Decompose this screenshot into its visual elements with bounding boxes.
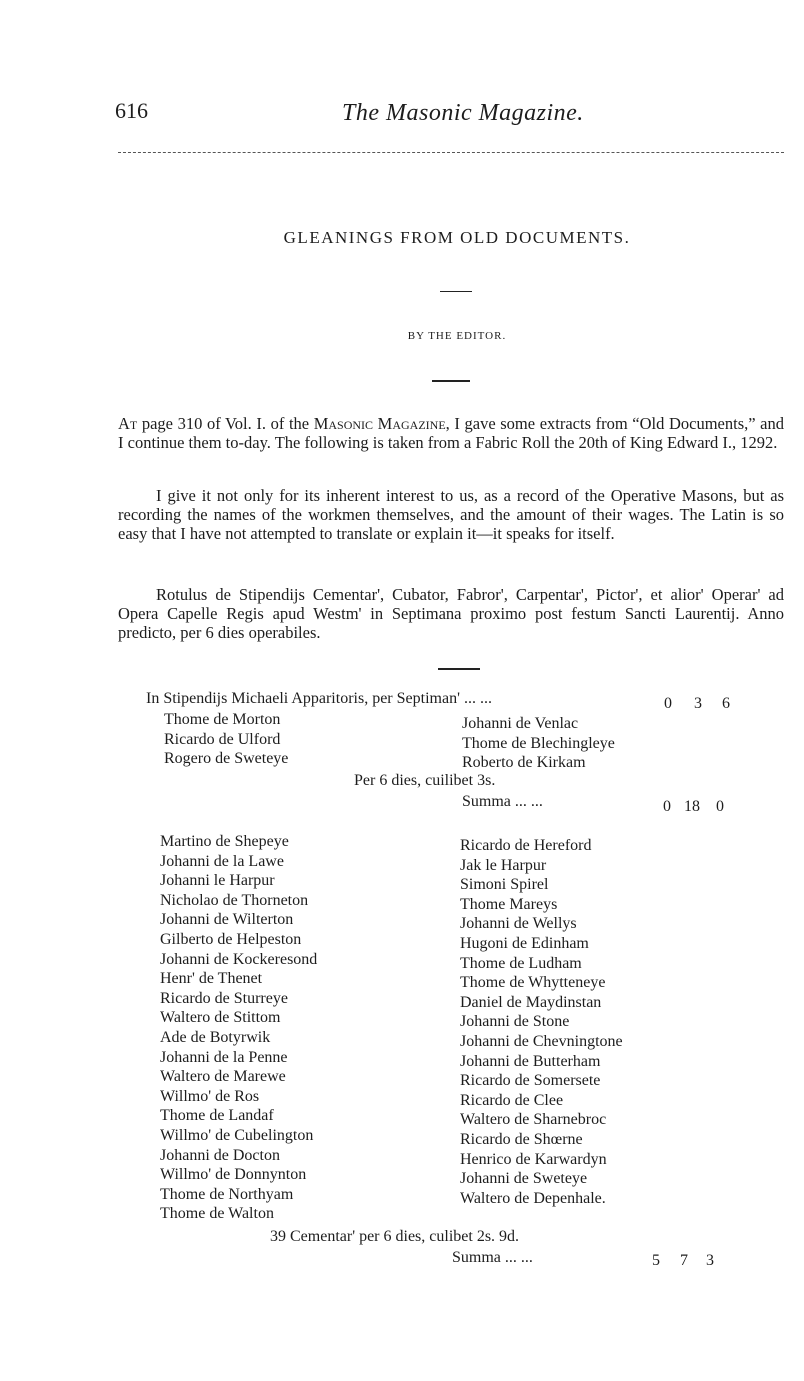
page-number: 616 bbox=[115, 98, 148, 123]
intro-text-1: page 310 of Vol. I. of the bbox=[137, 414, 314, 433]
amount-shillings-1: 3 bbox=[694, 695, 702, 712]
list-item: Johanni de Wellys bbox=[460, 915, 577, 933]
list-item: Johanni de Wilterton bbox=[160, 911, 294, 929]
intro-text-2: , I gave some extracts from “Old Documents,” and I continue them to-day. The following is taken from a Fabric Roll the 20th of King Edward I., 1292. bbox=[118, 414, 784, 452]
list-item: Thome Mareys bbox=[460, 895, 558, 913]
group1-right-names bbox=[462, 714, 615, 773]
group2-summa: Summa ... ... bbox=[452, 1249, 533, 1266]
list-item: Thome de Blechingleye bbox=[462, 734, 615, 752]
amount-shillings-3: 7 bbox=[680, 1252, 688, 1269]
list-item: Johanni de Kockeresond bbox=[160, 950, 318, 968]
amount-pence-1: 6 bbox=[722, 695, 730, 712]
list-item: Hugoni de Edinham bbox=[460, 934, 589, 952]
list-item: Nicholao de Thorneton bbox=[160, 891, 309, 909]
amount-pounds-1: 0 bbox=[664, 695, 672, 712]
magazine-name: Masonic Magazine bbox=[313, 414, 446, 433]
list-item: Johanni le Harpur bbox=[160, 872, 275, 890]
list-item: Ricardo de Sturreye bbox=[160, 989, 288, 1007]
running-title: The Masonic Magazine. bbox=[342, 100, 584, 126]
list-item: Johanni de Venlac bbox=[462, 715, 579, 732]
header-rule bbox=[118, 152, 784, 153]
list-item: Thome de Morton bbox=[164, 711, 281, 728]
list-item: Ricardo de Shœrne bbox=[460, 1130, 583, 1148]
list-item: Thome de Landaf bbox=[160, 1107, 274, 1125]
list-item: Ricardo de Clee bbox=[460, 1091, 564, 1109]
list-item: Roberto de Kirkam bbox=[462, 754, 586, 772]
list-item: Willmo' de Cubelington bbox=[160, 1126, 314, 1144]
group2-left-names bbox=[160, 832, 317, 1224]
group1-summa: Summa ... ... bbox=[462, 793, 543, 810]
list-item: Thome de Walton bbox=[160, 1205, 274, 1223]
article-title: GLEANINGS FROM OLD DOCUMENTS. bbox=[283, 228, 631, 247]
byline: BY THE EDITOR. bbox=[407, 330, 507, 342]
roll-divider bbox=[438, 668, 480, 670]
list-item: Waltero de Stittom bbox=[160, 1009, 281, 1027]
list-item: Martino de Shepeye bbox=[160, 833, 289, 850]
list-item: Johanni de la Penne bbox=[160, 1048, 288, 1066]
roll-line-apparitor: In Stipendijs Michaeli Apparitoris, per Septiman' ... ... bbox=[146, 690, 492, 707]
list-item: Daniel de Maydinstan bbox=[460, 993, 602, 1011]
amount-pounds-2: 0 bbox=[663, 798, 671, 815]
list-item: Willmo' de Ros bbox=[160, 1087, 260, 1105]
list-item: Henr' de Thenet bbox=[160, 970, 263, 988]
list-item: Johanni de la Lawe bbox=[160, 852, 284, 870]
list-item: Waltero de Sharnebroc bbox=[460, 1111, 607, 1129]
list-item: Thome de Northyam bbox=[160, 1185, 294, 1203]
list-item: Jak le Harpur bbox=[460, 856, 547, 874]
list-item: Rogero de Sweteye bbox=[164, 750, 289, 768]
amount-pounds-3: 5 bbox=[652, 1252, 660, 1269]
list-item: Johanni de Sweteye bbox=[460, 1170, 588, 1188]
group1-rate: Per 6 dies, cuilibet 3s. bbox=[354, 772, 496, 789]
group2-rate: 39 Cementar' per 6 dies, culibet 2s. 9d. bbox=[270, 1228, 520, 1245]
drop-lead: At bbox=[118, 414, 138, 433]
amount-pence-3: 3 bbox=[706, 1252, 714, 1269]
list-item: Waltero de Marewe bbox=[160, 1068, 286, 1086]
list-item: Thome de Whytteneye bbox=[460, 974, 606, 992]
paragraph-purpose: I give it not only for its inherent interest to us, as a record of the Operative Masons, but as recording the names of the workmen themselves, and the amount of their wages. The Latin is so easy that I have not attempted to translate or explain it—it speaks for itself. bbox=[118, 486, 784, 543]
list-item: Johanni de Butterham bbox=[460, 1052, 601, 1070]
list-item: Johanni de Chevningtone bbox=[460, 1032, 623, 1050]
list-item: Willmo' de Donnynton bbox=[160, 1166, 307, 1184]
list-item: Henrico de Karwardyn bbox=[460, 1150, 607, 1168]
list-item: Johanni de Stone bbox=[460, 1013, 570, 1031]
amount-pence-2: 0 bbox=[716, 798, 724, 815]
paragraph-intro bbox=[118, 414, 784, 452]
list-item: Simoni Spirel bbox=[460, 876, 549, 894]
list-item: Thome de Ludham bbox=[460, 954, 582, 972]
list-item: Johanni de Docton bbox=[160, 1146, 280, 1164]
list-item: Gilberto de Helpeston bbox=[160, 930, 302, 948]
list-item: Ade de Botyrwik bbox=[160, 1028, 271, 1046]
byline-divider bbox=[432, 380, 470, 382]
group1-left-names bbox=[164, 710, 288, 769]
list-item: Ricardo de Hereford bbox=[460, 837, 592, 854]
amount-shillings-2: 18 bbox=[684, 798, 700, 815]
group2-right-names bbox=[460, 836, 623, 1208]
title-divider bbox=[440, 291, 472, 292]
paragraph-latin-heading: Rotulus de Stipendijs Cementar', Cubator, Fabror', Carpentar', Pictor', et alior' Operar' ad Opera Capelle Regis apud Westm' in Septimana proximo post festum Sancti Laurentij. Anno predicto, per 6 dies operabiles. bbox=[118, 585, 784, 642]
list-item: Ricardo de Ulford bbox=[164, 730, 281, 748]
list-item: Ricardo de Somersete bbox=[460, 1072, 601, 1090]
list-item: Waltero de Depenhale. bbox=[460, 1189, 606, 1207]
